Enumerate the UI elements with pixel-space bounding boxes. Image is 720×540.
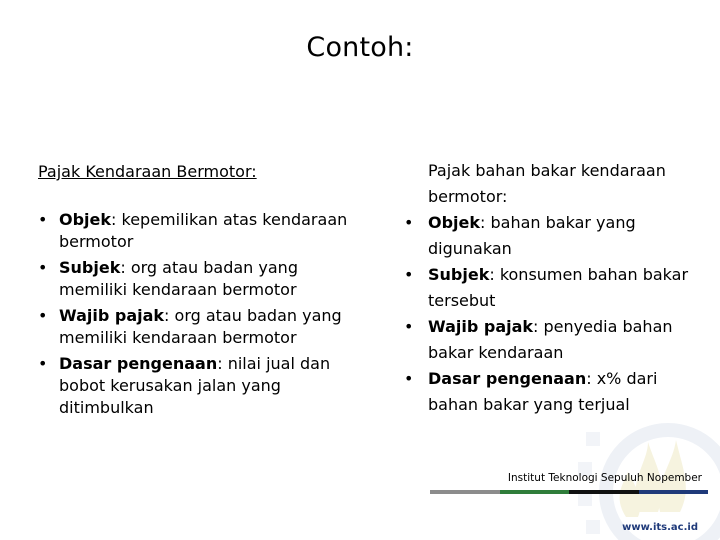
- footer-bar-segment: [430, 490, 500, 494]
- list-item: [404, 262, 704, 314]
- list-item: [38, 257, 368, 301]
- footer-color-bar: [430, 490, 708, 494]
- list-item: [38, 209, 368, 253]
- item-label: Dasar pengenaan: [59, 354, 218, 373]
- item-text: : kepemilikan atas kendaraan bermotor: [59, 210, 348, 251]
- footer-bar-segment: [500, 490, 570, 494]
- list-item: [404, 314, 704, 366]
- right-heading: Pajak bahan bakar kendaraan bermotor:: [428, 161, 666, 206]
- slide-title: Contoh:: [306, 32, 414, 63]
- right-bullet-list: [404, 210, 704, 418]
- item-label: Dasar pengenaan: [428, 369, 587, 388]
- item-text: : bahan bakar yang digunakan: [428, 213, 636, 258]
- footer-bar-segment: [639, 490, 709, 494]
- right-column: [404, 158, 704, 418]
- item-text: : x% dari bahan bakar yang terjual: [428, 369, 658, 414]
- item-label: Subjek: [428, 265, 490, 284]
- item-label: Objek: [428, 213, 481, 232]
- left-bullet-list: [38, 209, 368, 419]
- item-label: Subjek: [59, 258, 121, 277]
- item-label: Wajib pajak: [428, 317, 534, 336]
- list-item: [404, 210, 704, 262]
- list-item: [38, 305, 368, 349]
- item-text: : konsumen bahan bakar tersebut: [428, 265, 689, 310]
- footer-institution: Institut Teknologi Sepuluh Nopember: [507, 472, 702, 484]
- list-item: [38, 353, 368, 419]
- item-text: : penyedia bahan bakar kendaraan: [428, 317, 673, 362]
- item-text: : nilai jual dan bobot kerusakan jalan yang ditimbulkan: [59, 354, 331, 417]
- footer-bar-segment: [569, 490, 639, 494]
- left-column: [38, 162, 368, 423]
- footer-url: www.its.ac.id: [622, 522, 698, 533]
- item-label: Objek: [59, 210, 112, 229]
- left-heading: Pajak Kendaraan Bermotor:: [38, 162, 257, 181]
- item-label: Wajib pajak: [59, 306, 165, 325]
- item-text: : org atau badan yang memiliki kendaraan bermotor: [59, 258, 298, 299]
- item-text: : org atau badan yang memiliki kendaraan bermotor: [59, 306, 342, 347]
- list-item: [404, 366, 704, 418]
